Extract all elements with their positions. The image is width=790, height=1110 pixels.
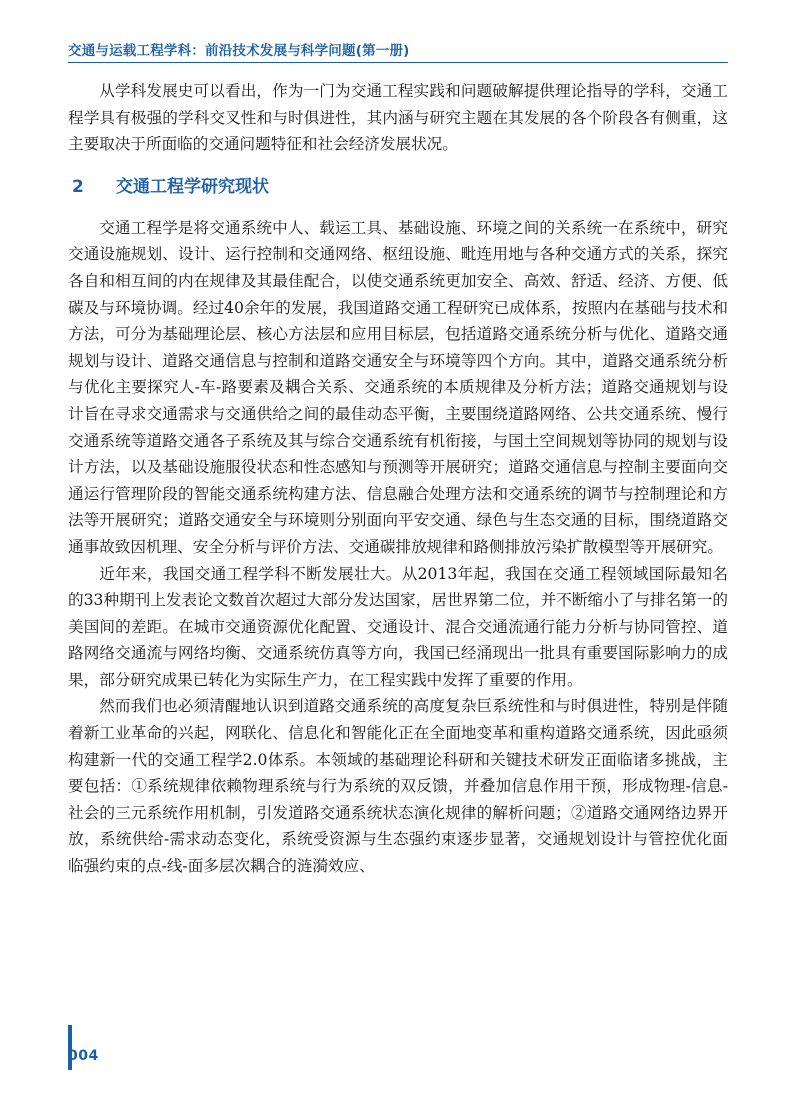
body-paragraph-research-overview: 交通工程学是将交通系统中人、载运工具、基础设施、环境之间的关系统一在系统中，研究交通设施规划、设计、运行控制和交通网络、枢纽设施、毗连用地与各种交通方式的关系，探究各自和相互间的内在规律及其最佳配合，以使交通系统更加安全、高效、舒适、经济、方便、低碳及与环境协调。经过40余年的发展，我国道路交通工程研究已成体系，按照内在基础与技术和方法，可分为基础理论层、核心方法层和应用目标层，包括道路交通系统分析与优化、道路交通规划与设计、道路交通信息与控制和道路交通安全与环境等四个方向。其中，道路交通系统分析与优化主要探究人-车-路要素及耦合关系、交通系统的本质规律及分析方法；道路交通规划与设计旨在寻求交通需求与交通供给之间的最佳动态平衡，主要围绕道路网络、公共交通系统、慢行交通系统等道路交通各子系统及其与综合交通系统有机衔接，与国土空间规划等协同的规划与设计方法，以及基础设施服役状态和性态感知与预测等开展研究；道路交通信息与控制主要面向交通运行管理阶段的智能交通系统构建方法、信息融合处理方法和交通系统的调节与控制理论和方法等开展研究；道路交通安全与环境则分别面向平安交通、绿色与生态交通的目标，围绕道路交通事故致因机理、安全分析与评价方法、交通碳排放规律和路侧排放污染扩散模型等开展研究。 [68,218,728,556]
page-body [68,78,728,880]
running-header-title: 交通与运载工程学科：前沿技术发展与科学问题(第一册) [68,43,410,59]
section-number: 2 [72,176,84,197]
intro-paragraph: 从学科发展史可以看出，作为一门为交通工程实践和问题破解提供理论指导的学科，交通工程学具有极强的学科交叉性和与时俱进性，其内涵与研究主题在其发展的各个阶段各有侧重，这主要取决于所面临的交通问题特征和社会经济发展状况。 [68,82,728,154]
page-number: 004 [68,1048,99,1064]
body-paragraph-recent-progress: 近年来，我国交通工程学科不断发展壮大。从2013年起，我国在交通工程领域国际最知名的33种期刊上发表论文数首次超过大部分发达国家，居世界第二位，并不断缩小了与排名第一的美国间的差距。在城市交通资源优化配置、交通设计、混合交通流通行能力分析与协同管控、道路网络交通流与网络均衡、交通系统仿真等方向，我国已经涌现出一批具有重要国际影响力的成果，部分研究成果已转化为实际生产力，在工程实践中发挥了重要的作用。 [68,564,728,689]
section-title: 交通工程学研究现状 [116,176,269,197]
running-header [68,36,728,63]
section-heading [68,172,728,202]
body-paragraph-challenges: 然而我们也必须清醒地认识到道路交通系统的高度复杂巨系统性和与时俱进性，特别是伴随着新工业革命的兴起，网联化、信息化和智能化正在全面地变革和重构道路交通系统，因此亟须构建新一代的交通工程学2.0体系。本领域的基础理论科研和关键技术研发正面临诸多挑战，主要包括：①系统规律依赖物理系统与行为系统的双反馈，并叠加信息作用干预，形成物理-信息-社会的三元系统作用机制，引发道路交通系统状态演化规律的解析问题；②道路交通网络边界开放，系统供给-需求动态变化，系统受资源与生态强约束逐步显著，交通规划设计与管控优化面临强约束的点-线-面多层次耦合的涟漪效应、 [68,697,728,876]
